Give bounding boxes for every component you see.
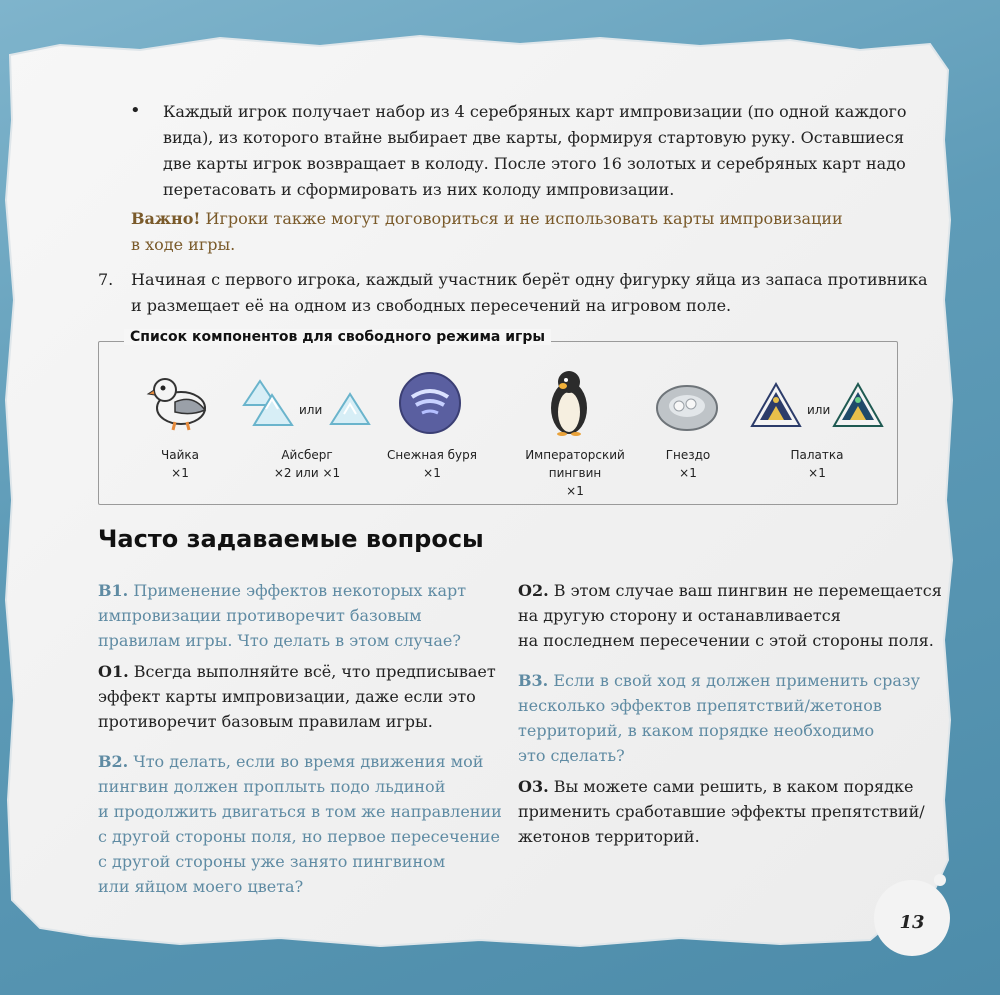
emperor-penguin-icon xyxy=(546,368,592,436)
faq-title: Часто задаваемые вопросы xyxy=(98,525,484,553)
component-nest-name: Гнездо xyxy=(665,448,711,462)
tent-icon-right xyxy=(830,380,886,430)
step7-line-2: и размещает её на одном из свободных пересечений на игровом поле. xyxy=(131,296,732,315)
q1-line-2: импровизации противоречит базовым xyxy=(98,606,422,625)
or-label-iceberg: или xyxy=(299,403,323,417)
seagull-icon xyxy=(145,372,215,432)
important-label: Важно! xyxy=(131,209,201,228)
component-snowstorm xyxy=(377,446,487,482)
a1-text-1: Всегда выполняйте всё, что предписывает xyxy=(128,662,496,681)
a3-line-2: применить сработавшие эффекты препятствий/ xyxy=(518,802,925,821)
q2-tag: В2. xyxy=(98,752,129,771)
nest-icon xyxy=(655,380,719,432)
component-nest xyxy=(648,446,728,482)
component-snowstorm-count: ×1 xyxy=(423,466,441,480)
component-penguin-name-1: Императорский xyxy=(525,448,625,462)
page-number: 13 xyxy=(880,890,944,954)
component-nest-count: ×1 xyxy=(679,466,697,480)
component-seagull-name: Чайка xyxy=(161,448,199,462)
q2-line-4: с другой стороны поля, но первое пересечение xyxy=(98,827,500,846)
a3-line-1 xyxy=(518,774,913,800)
a3-line-3: жетонов территорий. xyxy=(518,827,700,846)
q3-line-3: территорий, в каком порядке необходимо xyxy=(518,721,875,740)
q2-line-2: пингвин должен проплыть подо льдиной xyxy=(98,777,446,796)
component-penguin-count: ×1 xyxy=(566,484,584,498)
step7-line-1: Начиная с первого игрока, каждый участник берёт одну фигурку яйца из запаса противника xyxy=(131,270,928,289)
bullet-line-3: две карты игрок возвращает в колоду. После этого 16 золотых и серебряных карт надо xyxy=(163,154,906,173)
q2-line-1 xyxy=(98,749,483,775)
component-snowstorm-name: Снежная буря xyxy=(387,448,477,462)
a1-tag: О1. xyxy=(98,662,129,681)
a1-line-1 xyxy=(98,659,496,685)
iceberg-icon-double xyxy=(240,375,296,431)
component-tent-name: Палатка xyxy=(790,448,844,462)
q2-line-5: с другой стороны уже занято пингвином xyxy=(98,852,446,871)
a3-text-1: Вы можете сами решить, в каком порядке xyxy=(548,777,914,796)
a2-line-1 xyxy=(518,578,942,604)
a2-text-1: В этом случае ваш пингвин не перемещается xyxy=(548,581,942,600)
q1-tag: В1. xyxy=(98,581,129,600)
a2-tag: О2. xyxy=(518,581,549,600)
important-text-2: в ходе игры. xyxy=(131,235,236,254)
iceberg-icon-single xyxy=(328,390,372,430)
q1-line-1 xyxy=(98,578,466,604)
component-tent-count: ×1 xyxy=(808,466,826,480)
component-penguin-name-2: пингвин xyxy=(548,466,602,480)
component-iceberg-count: ×2 или ×1 xyxy=(273,466,341,480)
q3-line-4: это сделать? xyxy=(518,746,625,765)
or-label-tent: или xyxy=(807,403,831,417)
a1-line-3: противоречит базовым правилам игры. xyxy=(98,712,433,731)
component-iceberg-name: Айсберг xyxy=(281,448,333,462)
step-number: 7. xyxy=(98,270,114,289)
q3-text-1: Если в свой ход я должен применить сразу xyxy=(548,671,921,690)
component-iceberg xyxy=(257,446,357,482)
component-seagull-count: ×1 xyxy=(171,466,189,480)
q3-line-2: несколько эффектов препятствий/жетонов xyxy=(518,696,882,715)
important-note xyxy=(131,206,843,232)
components-title: Список компонентов для свободного режима игры xyxy=(124,329,551,345)
a1-line-2: эффект карты импровизации, даже если это xyxy=(98,687,476,706)
a2-line-3: на последнем пересечении с этой стороны поля. xyxy=(518,631,934,650)
component-tent xyxy=(777,446,857,482)
bullet-line-1: Каждый игрок получает набор из 4 серебряных карт импровизации (по одной каждого xyxy=(163,102,907,121)
important-text-1: Игроки также могут договориться и не использовать карты импровизации xyxy=(200,209,843,228)
snowstorm-icon xyxy=(398,371,462,435)
bullet-line-4: перетасовать и сформировать из них колоду импровизации. xyxy=(163,180,675,199)
q1-text-1: Применение эффектов некоторых карт xyxy=(128,581,467,600)
q2-text-1: Что делать, если во время движения мой xyxy=(128,752,484,771)
bullet-line-2: вида), из которого втайне выбирает две карты, формируя стартовую руку. Оставшиеся xyxy=(163,128,905,147)
bullet-marker: • xyxy=(130,100,141,121)
a3-tag: О3. xyxy=(518,777,549,796)
q3-line-1 xyxy=(518,668,920,694)
q2-line-6: или яйцом моего цвета? xyxy=(98,877,304,896)
q1-line-3: правилам игры. Что делать в этом случае? xyxy=(98,631,461,650)
component-emperor-penguin xyxy=(515,446,635,500)
component-seagull xyxy=(140,446,220,482)
q2-line-3: и продолжить двигаться в том же направлении xyxy=(98,802,502,821)
tent-icon-left xyxy=(748,380,804,430)
a2-line-2: на другую сторону и останавливается xyxy=(518,606,841,625)
q3-tag: В3. xyxy=(518,671,549,690)
